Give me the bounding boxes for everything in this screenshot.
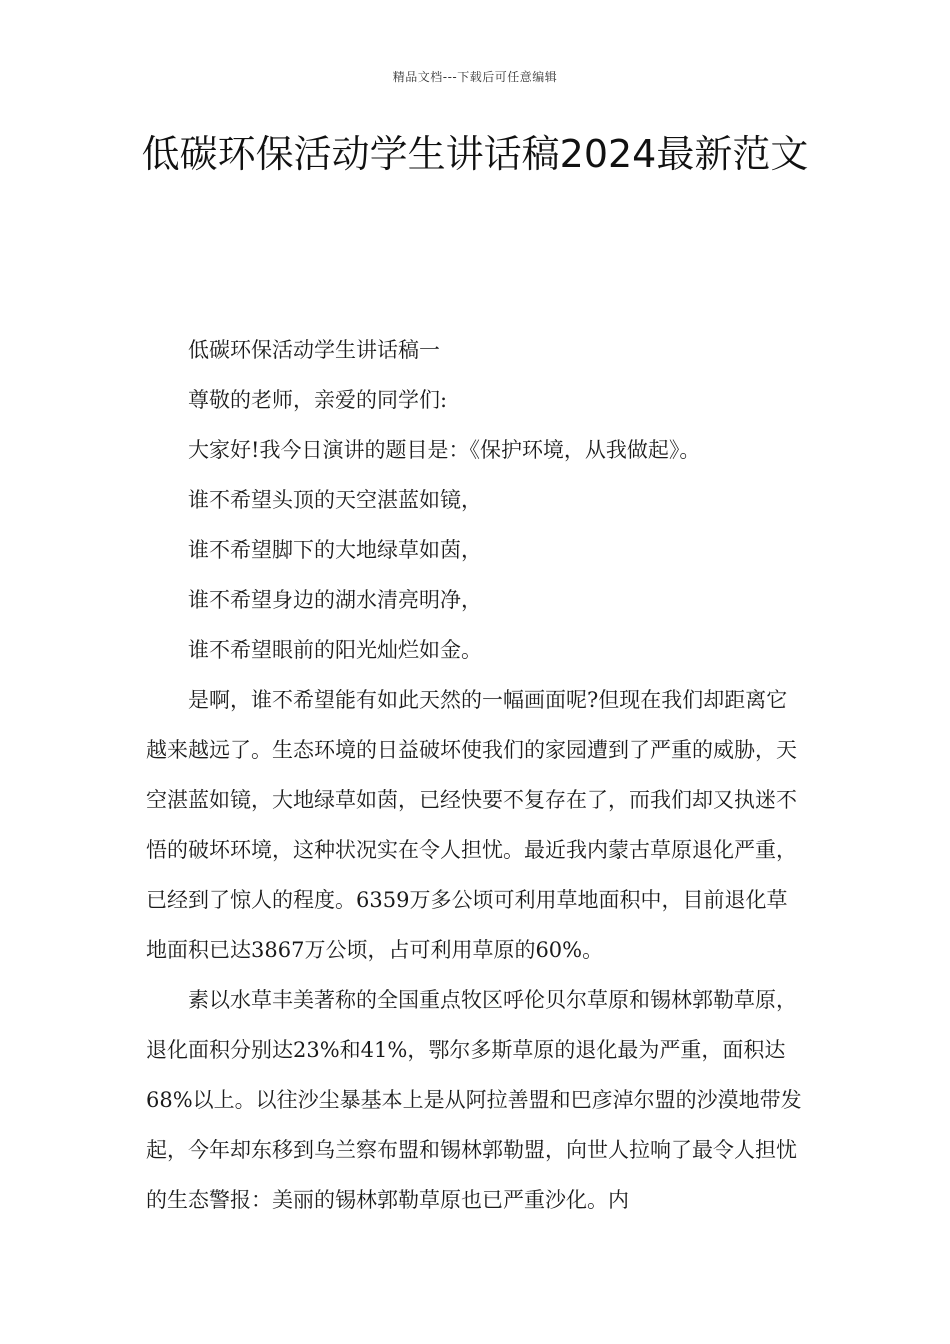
section-heading: 低碳环保活动学生讲话稿一 xyxy=(188,338,440,362)
poem-line-3: 谁不希望身边的湖水清亮明净， xyxy=(188,588,482,612)
paragraph-environment: 是啊，谁不希望能有如此天然的一幅画面呢?但现在我们却距离它越来越远了。生态环境的日益破坏使我们的家园遭到了严重的威胁，天空湛蓝如镜，大地绿草如茵，已经快要不复存在了，而我们却又执迷不悟的破坏环境，这种状况实在令人担忧。最近我内蒙古草原退化严重，已经到了惊人的程度。6359万多公顷可利用草地面积中，目前退化草地面积已达3867万公顷，占可利用草原的60%。 xyxy=(146,688,797,962)
poem-line-4: 谁不希望眼前的阳光灿烂如金。 xyxy=(188,638,482,662)
paragraph-grassland: 素以水草丰美著称的全国重点牧区呼伦贝尔草原和锡林郭勒草原，退化面积分别达23%和41%，鄂尔多斯草原的退化最为严重，面积达68%以上。以往沙尘暴基本上是从阿拉善盟和巴彦淖尔盟的沙漠地带发起，今年却东移到乌兰察布盟和锡林郭勒盟，向世人拉响了最令人担忧的生态警报：美丽的锡林郭勒草原也已严重沙化。内 xyxy=(146,988,802,1212)
document-title: 低碳环保活动学生讲话稿2024最新范文 xyxy=(141,132,809,176)
salutation: 尊敬的老师，亲爱的同学们: xyxy=(188,388,448,412)
document-body xyxy=(146,325,808,1225)
poem-line-2: 谁不希望脚下的大地绿草如茵， xyxy=(188,538,482,562)
paragraph-intro: 大家好!我今日演讲的题目是：《保护环境，从我做起》。 xyxy=(188,438,701,462)
poem-line-1: 谁不希望头顶的天空湛蓝如镜， xyxy=(188,488,482,512)
header-note: 精品文档---下载后可任意编辑 xyxy=(392,70,558,84)
